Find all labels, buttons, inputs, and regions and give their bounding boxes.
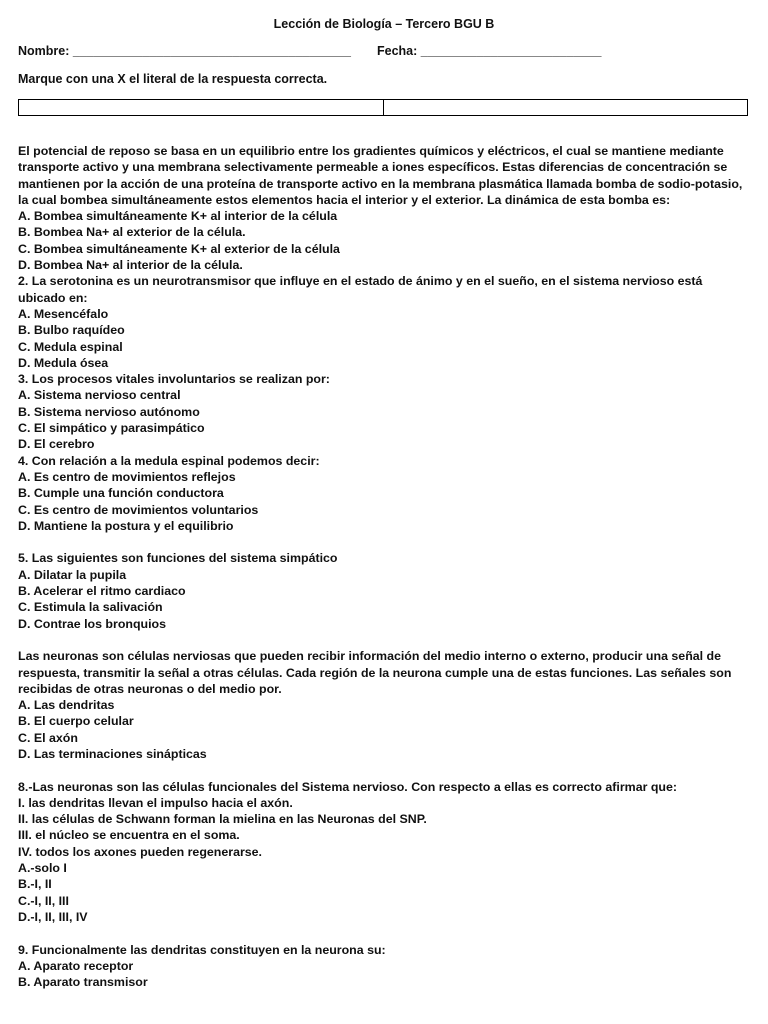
answer-option: D. Las terminaciones sinápticas [18, 746, 207, 761]
answer-option: D. El cerebro [18, 437, 95, 452]
answer-option: A. Sistema nervioso central [18, 388, 181, 403]
spacer [18, 632, 748, 648]
answer-option: D. Contrae los bronquios [18, 616, 167, 631]
answer-option: A. Dilatar la pupila [18, 567, 127, 582]
answer-option: B.-I, II [18, 877, 52, 892]
answer-option: B. Bulbo raquídeo [18, 323, 125, 338]
question-stem: 3. Los procesos vitales involuntarios se realizan por: [18, 372, 330, 387]
answer-option: B. Cumple una función conductora [18, 486, 224, 501]
statement-item: I. las dendritas llevan el impulso hacia el axón. [18, 795, 293, 810]
question-stem: 2. La serotonina es un neurotransmisor que influye en el estado de ánimo y en el sueño, en el sistema nervioso está ubicado en: [18, 274, 703, 305]
question-stem: 9. Funcionalmente las dendritas constituyen en la neurona su: [18, 942, 386, 957]
question-stem: 4. Con relación a la medula espinal podemos decir: [18, 453, 320, 468]
answer-option: A. Aparato receptor [18, 958, 134, 973]
question-stem: 8.-Las neuronas son las células funcionales del Sistema nervioso. Con respecto a ellas es correcto afirmar que: [18, 779, 678, 794]
answer-table [18, 99, 748, 116]
statement-item: III. el núcleo se encuentra en el soma. [18, 828, 240, 843]
answer-option: C. El simpático y parasimpático [18, 421, 205, 436]
answer-option: C. Estimula la salivación [18, 600, 163, 615]
statement-item: II. las células de Schwann forman la mielina en las Neuronas del SNP. [18, 812, 427, 827]
question-stem: El potencial de reposo se basa en un equilibrio entre los gradientes químicos y eléctricos, el cual se mantiene mediante transporte activo y una membrana selectivamente permeable a iones específicos. Estas diferencias de concentración se mantienen por la acción de una proteína de transporte activo en la membrana plasmática llamada bomba de sodio-potasio, la cual bombea simultáneamente estos elementos hacia el interior y el exterior. La dinámica de esta bomba es: [18, 144, 743, 207]
question-stem: 5. Las siguientes son funciones del sistema simpático [18, 551, 338, 566]
answer-option: D. Bombea Na+ al interior de la célula. [18, 258, 243, 273]
answer-option: A.-solo I [18, 861, 67, 876]
answer-option: D. Medula ósea [18, 355, 109, 370]
answer-option: A. Es centro de movimientos reflejos [18, 469, 236, 484]
answer-cell-right [383, 100, 748, 115]
answer-cell-left [19, 100, 383, 115]
answer-option: A. Bombea simultáneamente K+ al interior de la célula [18, 209, 338, 224]
answer-option: B. Sistema nervioso autónomo [18, 404, 200, 419]
page-title: Lección de Biología – Tercero BGU B [273, 17, 495, 31]
name-field-label: Nombre: ________________________________________ [18, 44, 351, 58]
spacer [18, 762, 748, 778]
question-stem: Las neuronas son células nerviosas que pueden recibir información del medio interno o externo, producir una señal de respuesta, transmitir la señal a otras células. Cada región de la neurona cumple una de estas funciones. Las señales son recibidas de otras neuronas o del medio por. [18, 649, 732, 696]
answer-option: B. Acelerar el ritmo cardiaco [18, 584, 186, 599]
answer-option: C. El axón [18, 730, 78, 745]
answer-option: B. Aparato transmisor [18, 975, 148, 990]
answer-option: B. El cuerpo celular [18, 714, 134, 729]
instructions: Marque con una X el literal de la respuesta correcta. [18, 72, 328, 86]
answer-option: C. Es centro de movimientos voluntarios [18, 502, 259, 517]
answer-option: C. Medula espinal [18, 339, 123, 354]
answer-option: A. Mesencéfalo [18, 306, 109, 321]
date-field-label: Fecha: __________________________ [377, 44, 602, 58]
spacer [18, 534, 748, 550]
answer-option: A. Las dendritas [18, 698, 115, 713]
answer-option: B. Bombea Na+ al exterior de la célula. [18, 225, 246, 240]
answer-option: D. Mantiene la postura y el equilibrio [18, 518, 234, 533]
spacer [18, 925, 748, 941]
answer-option: C. Bombea simultáneamente K+ al exterior de la célula [18, 241, 340, 256]
answer-option: C.-I, II, III [18, 893, 69, 908]
question-list [18, 143, 748, 990]
statement-item: IV. todos los axones pueden regenerarse. [18, 844, 263, 859]
answer-option: D.-I, II, III, IV [18, 909, 88, 924]
